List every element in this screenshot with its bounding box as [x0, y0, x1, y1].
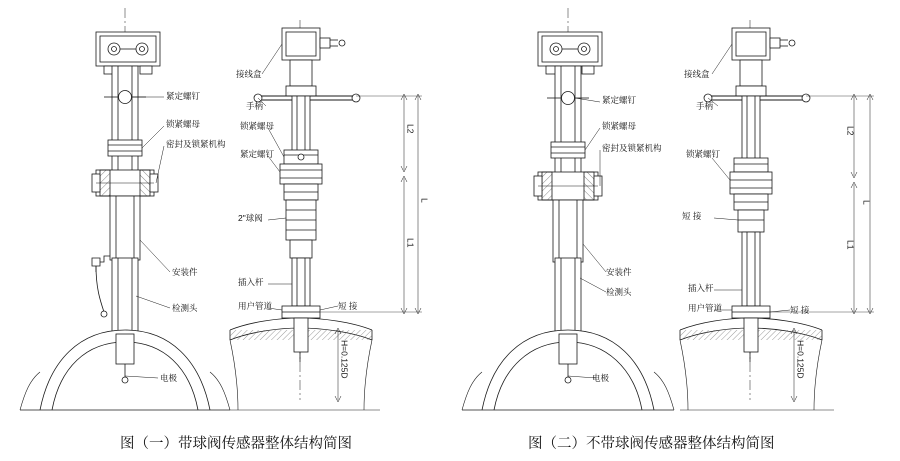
label-user-pipe-r: 用户管道 — [688, 303, 723, 313]
dim-L1: L1 — [405, 238, 416, 248]
label-short-joint: 短 接 — [338, 301, 358, 311]
label-mounting-part: 安装件 — [172, 267, 198, 277]
dim-L-r: L — [861, 200, 872, 205]
label-probe-head-r: 检测头 — [606, 287, 632, 297]
label-lock-nut: 锁紧螺母 — [166, 119, 201, 129]
dim-H: H=0.125D — [339, 340, 350, 379]
label-set-screw-b: 紧定螺钉 — [240, 149, 275, 159]
label-seal-lock-mechanism-r: 密封及锁紧机构 — [602, 143, 662, 153]
label-seal-lock-mechanism: 密封及锁紧机构 — [166, 139, 226, 149]
dim-H-r: H=0.125D — [795, 340, 806, 379]
label-lock-screw-r: 锁紧螺钉 — [686, 149, 721, 159]
label-user-pipe: 用户管道 — [238, 301, 273, 311]
label-insert-rod-r: 插入杆 — [688, 283, 714, 293]
label-lock-nut-b: 锁紧螺母 — [240, 121, 275, 131]
label-lock-nut-r: 锁紧螺母 — [602, 121, 637, 131]
label-ball-valve: 2"球阀 — [238, 213, 263, 223]
caption-right: 图（二）不带球阀传感器整体结构简图 — [528, 436, 775, 452]
label-junction-box: 接线盒 — [236, 69, 262, 79]
label-set-screw: 紧定螺钉 — [166, 91, 201, 101]
dim-L1-r: L1 — [845, 240, 856, 250]
label-insert-rod: 插入杆 — [238, 277, 264, 287]
label-electrode-r: 电极 — [592, 373, 610, 383]
dim-L2-r: L2 — [845, 126, 856, 136]
label-probe-head: 检测头 — [172, 303, 198, 313]
label-short-joint-lower-r: 短 接 — [790, 305, 810, 315]
left-figure-drawing — [0, 0, 450, 420]
right-figure — [450, 0, 900, 420]
label-electrode: 电极 — [160, 373, 178, 383]
label-short-joint-upper-r: 短 接 — [682, 211, 702, 221]
label-handle-r: 手柄 — [696, 101, 714, 111]
left-figure — [0, 0, 450, 420]
label-set-screw-r: 紧定螺钉 — [602, 95, 637, 105]
label-handle: 手柄 — [246, 101, 264, 111]
dim-L: L — [419, 198, 430, 203]
label-mounting-part-r: 安装件 — [606, 267, 632, 277]
caption-left: 图（一）带球阀传感器整体结构简图 — [120, 436, 352, 452]
label-junction-box-r: 接线盒 — [684, 69, 710, 79]
right-figure-drawing — [450, 0, 900, 420]
dim-L2: L2 — [405, 124, 416, 134]
